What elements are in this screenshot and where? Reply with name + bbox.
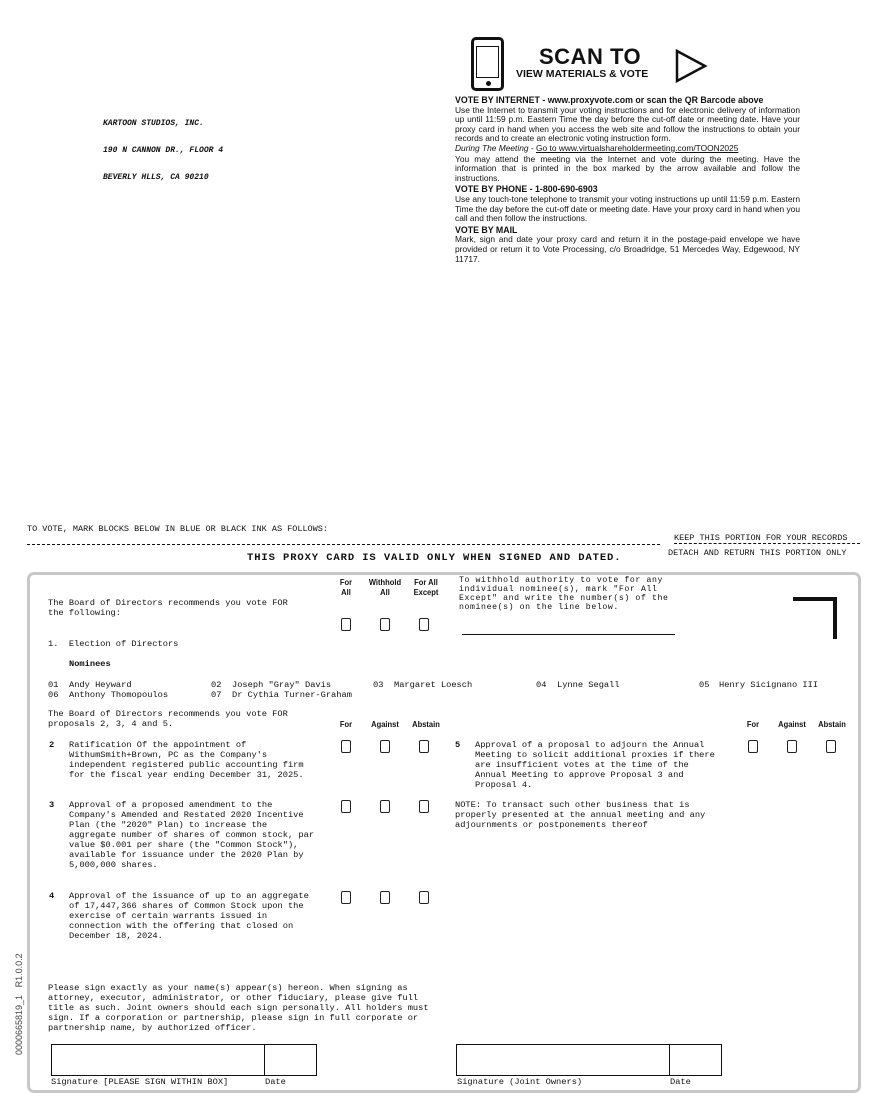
scan-subtitle: VIEW MATERIALS & VOTE: [516, 68, 649, 80]
during-meeting-body: You may attend the meeting via the Internet and vote during the meeting. Have the information that is printed in the box marked by the arrow available and follow the instructions.: [455, 153, 800, 183]
header-for: For: [746, 719, 760, 729]
date-label: Date: [265, 1077, 286, 1087]
address-line: KARTOON STUDIOS, INC.: [103, 119, 204, 128]
header-for-all: For All: [339, 577, 353, 597]
proposal-2-text: Ratification Of the appointment of WithumSmith+Brown, PC as the Company's independent registered public accounting firm for the fiscal year ending December 31, 2025.: [69, 740, 304, 780]
proposal-3-for-checkbox[interactable]: [341, 800, 351, 813]
header-withhold-all: Withhold All: [368, 577, 402, 597]
shareholder-address: [103, 101, 223, 191]
proposal-4-text: Approval of the issuance of up to an aggregate of 17,447,366 shares of Common Stock upon the exercise of certain warrants issued in connection with the offering that closed on December 18, 2024.: [69, 891, 309, 941]
withhold-all-checkbox[interactable]: [380, 618, 390, 631]
joint-signature-label: Signature (Joint Owners): [457, 1077, 583, 1087]
except-nominees-line[interactable]: [462, 634, 675, 635]
header-for: For: [339, 719, 353, 729]
side-code: 0000665819_1 R1.0.0.2: [14, 953, 24, 1055]
vote-phone-heading: VOTE BY PHONE - 1-800-690-6903: [455, 184, 598, 195]
voting-instructions: VOTE BY INTERNET - www.proxyvote.com or scan the QR Barcode above Use the Internet to transmit your voting instructions and for electronic delivery of information up until 11:59 p.m. Eastern Time the day before the cut-off date or meeting date. Have your proxy card in hand when you access the web site and follow the instructions to obtain your records and to create an electronic voting instruction form. During The Meeting - Go to www.virtualshareholdermeeting.com/TOON2025 You may attend the meeting via the Internet and vote during the meeting. Have the information that is printed in the box marked by the arrow available and follow the instructions. VOTE BY PHONE - 1-800-690-6903 Use any touch-tone telephone to transmit your voting instructions up until 11:59 p.m. Eastern Time the day before the cut-off date or meeting date. Have your proxy card in hand when you call and then follow the instructions. VOTE BY MAIL Mark, sign and date your proxy card and return it in the postage-paid envelope we have provided or return it to Vote Processing, c/o Broadridge, 51 Mercedes Way, Edgewood, NY 11717.: [455, 95, 800, 264]
joint-signature-box[interactable]: [456, 1044, 670, 1076]
header-abstain: Abstain: [412, 719, 440, 729]
nominee: 05 Henry Sicignano III: [699, 680, 819, 690]
virtual-meeting-link[interactable]: Go to www.virtualshareholdermeeting.com/TOON2025: [536, 142, 739, 153]
for-all-except-checkbox[interactable]: [419, 618, 429, 631]
phone-icon: [471, 37, 504, 91]
nominee: 06 Anthony Thomopoulos: [48, 690, 169, 700]
nominee: 07 Dr Cythia Turner-Graham: [211, 690, 352, 700]
detach-dashed-line: [27, 544, 660, 545]
board-recommendation-1: The Board of Directors recommends you vote FOR the following:: [48, 598, 288, 618]
proposal-2-for-checkbox[interactable]: [341, 740, 351, 753]
withhold-instructions: To withhold authority to vote for any individual nominee(s), mark "For All Except" and write the number(s) of the nominee(s) on the line below.: [459, 576, 669, 612]
proposal-3-abstain-checkbox[interactable]: [419, 800, 429, 813]
vote-mail-heading: VOTE BY MAIL: [455, 224, 518, 235]
arrow-icon: [675, 49, 709, 83]
keep-portion-label: KEEP THIS PORTION FOR YOUR RECORDS: [674, 533, 860, 544]
proposal-4-for-checkbox[interactable]: [341, 891, 351, 904]
nominee: 03 Margaret Loesch: [373, 680, 473, 690]
proposal-5-for-checkbox[interactable]: [748, 740, 758, 753]
vote-mail-body: Mark, sign and date your proxy card and return it in the postage-paid envelope we have provided or return it to Vote Processing, c/o Broadridge, 51 Mercedes Way, Edgewood, NY 11717.: [455, 234, 800, 264]
proposal-4-against-checkbox[interactable]: [380, 891, 390, 904]
header-abstain: Abstain: [818, 719, 846, 729]
nominee: 01 Andy Heyward: [48, 680, 132, 690]
detach-label: DETACH AND RETURN THIS PORTION ONLY: [668, 548, 847, 558]
board-recommendation-2: The Board of Directors recommends you vote FOR proposals 2, 3, 4 and 5.: [48, 709, 288, 729]
signature-label: Signature [PLEASE SIGN WITHIN BOX]: [51, 1077, 229, 1087]
joint-date-box[interactable]: [669, 1044, 722, 1076]
proposal-3-number: 3: [49, 800, 55, 810]
vote-phone-body: Use any touch-tone telephone to transmit your voting instructions up until 11:59 p.m. Eastern Time the day before the cut-off date or meeting date. Have your proxy card in hand when you call and then follow the instructions.: [455, 193, 800, 224]
during-meeting-label: During The Meeting: [455, 142, 529, 153]
proposal-5-against-checkbox[interactable]: [787, 740, 797, 753]
header-against: Against: [778, 719, 806, 729]
item-1-title: 1. Election of Directors: [48, 639, 179, 649]
scan-title: SCAN TO: [539, 44, 642, 69]
to-vote-instruction: TO VOTE, MARK BLOCKS BELOW IN BLUE OR BLACK INK AS FOLLOWS:: [27, 524, 328, 534]
note-text: NOTE: To transact such other business that is properly presented at the annual meeting and any adjournments or postponements thereof: [455, 800, 706, 830]
proposal-4-number: 4: [49, 891, 55, 901]
header-against: Against: [371, 719, 399, 729]
proposal-5-abstain-checkbox[interactable]: [826, 740, 836, 753]
nominee: 04 Lynne Segall: [536, 680, 620, 690]
header-for-all-except: For All Except: [413, 577, 439, 597]
vote-internet-body: Use the Internet to transmit your voting instructions and for electronic delivery of information up until 11:59 p.m. Eastern Time the day before the cut-off date or meeting date. Have your proxy card in hand when you access the web site and follow the instructions to obtain your records and to create an electronic voting instruction form.: [455, 104, 800, 144]
proposal-2-abstain-checkbox[interactable]: [419, 740, 429, 753]
nominees-label: Nominees: [69, 659, 111, 669]
proposal-5-number: 5: [455, 740, 461, 750]
date-box[interactable]: [264, 1044, 317, 1076]
joint-date-label: Date: [670, 1077, 691, 1087]
proposal-4-abstain-checkbox[interactable]: [419, 891, 429, 904]
proposal-2-number: 2: [49, 740, 55, 750]
nominee: 02 Joseph "Gray" Davis: [211, 680, 332, 690]
corner-mark: [793, 597, 837, 639]
sign-instructions: Please sign exactly as your name(s) appear(s) hereon. When signing as attorney, executor, administrator, or other fiduciary, please give full title as such. Joint owners should each sign personally. All holders must sign. If a corporation or partnership, please sign in full corporate or partnership name, by authorized officer.: [48, 983, 429, 1033]
proposal-2-against-checkbox[interactable]: [380, 740, 390, 753]
proposal-3-text: Approval of a proposed amendment to the Company's Amended and Restated 2020 Incentive Plan (the "2020" Plan) to increase the aggregate number of shares of common stock, par value $0.001 per share (the "Common Stock"), available for issuance under the 2020 Plan by 5,000,000 shares.: [69, 800, 315, 870]
proposal-3-against-checkbox[interactable]: [380, 800, 390, 813]
valid-notice: THIS PROXY CARD IS VALID ONLY WHEN SIGNED AND DATED.: [247, 552, 622, 564]
address-line: 190 N CANNON DR., FLOOR 4: [103, 146, 224, 155]
address-line: BEVERLY HLLS, CA 90210: [103, 173, 209, 182]
vote-internet-heading: VOTE BY INTERNET - www.proxyvote.com or scan the QR Barcode above: [455, 95, 764, 105]
for-all-checkbox[interactable]: [341, 618, 351, 631]
signature-box[interactable]: [51, 1044, 265, 1076]
proposal-5-text: Approval of a proposal to adjourn the Annual Meeting to solicit additional proxies if there are insufficient votes at the time of the Annual Meeting to approve Proposal 3 and Proposal 4.: [475, 740, 715, 790]
